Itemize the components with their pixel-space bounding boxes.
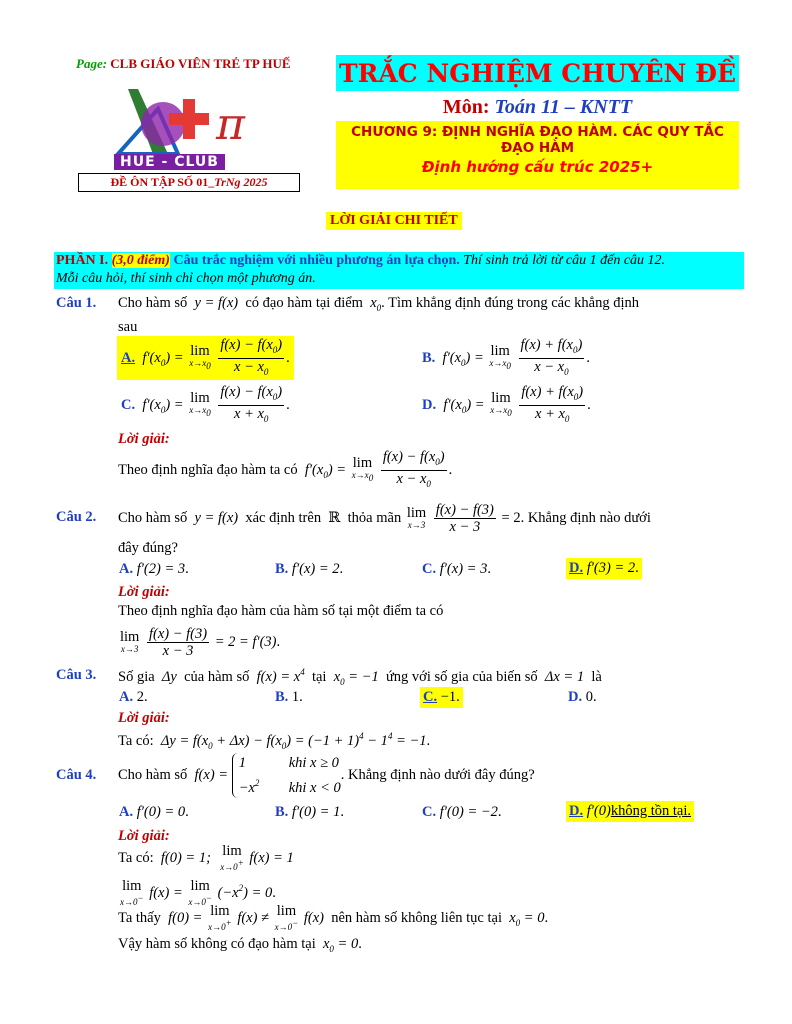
exam-box xyxy=(78,173,300,192)
q4-solution-3-text: Ta thấy xyxy=(118,910,161,926)
q3-text-3: tại xyxy=(311,668,327,685)
q2-text-3: thỏa mãn xyxy=(347,510,402,526)
page-label xyxy=(76,56,291,72)
q3-option-b-letter: B. xyxy=(275,689,289,705)
q4-solution-2: lim x→0− f(x) = lim x→0− $(-x^2) = 0$. xyxy=(120,877,276,907)
q3-text-5: là xyxy=(591,668,602,685)
q4-option-a[interactable]: A. f′(0) = 0. xyxy=(119,804,189,820)
q4-option-c-letter: C. xyxy=(422,804,437,820)
q3-option-b-value: 1 xyxy=(291,689,300,705)
orientation: Định hướng cấu trúc 2025+ xyxy=(421,158,654,176)
q3-solution-text: Ta có: xyxy=(118,732,154,749)
q3-option-a-value: 2 xyxy=(136,689,144,705)
q3-option-d-value: 0 xyxy=(585,689,593,705)
exam-author: TrNg 2025 xyxy=(214,175,268,189)
q4-option-b-letter: B. xyxy=(275,804,289,820)
logo-text: HUE - CLUB xyxy=(114,154,225,170)
q3-text-2: của hàm số xyxy=(184,668,250,685)
q2-text-2: xác định trên xyxy=(245,510,322,526)
q1-option-c-letter: C. xyxy=(121,397,136,413)
q1-x0: $x_0$ xyxy=(366,295,382,313)
q1-text-1: Cho hàm số xyxy=(118,295,188,311)
q1-option-c[interactable]: C. $f'(x_0) = \lim$ $x\to x_0$ $\frac{f(x) - f(x_0)}{x + x_0}$ . xyxy=(121,384,290,425)
subject-name: Toán 11 – KNTT xyxy=(494,96,633,118)
q4-option-c[interactable]: C. f′(0) = −2. xyxy=(422,804,502,820)
q4-solution-1: Ta có: f(0) = 1; lim x→0+ f(x) = 1 xyxy=(118,842,294,872)
q3-option-c[interactable]: C. −1. xyxy=(420,687,463,708)
q1-text-2: có đạo hàm tại điểm xyxy=(245,295,363,311)
q1-stem xyxy=(118,295,639,313)
q3-solution: Ta có: $\Delta y = f(x_0 + \Delta x) - f(x_0) = (-1 + 1)^4 - 1^4 = -1$. xyxy=(118,731,431,751)
q1-option-b-letter: B. xyxy=(422,350,436,366)
q1-option-a-letter: A. xyxy=(121,350,136,366)
q2-option-c-letter: C. xyxy=(422,561,437,577)
part1-title: Câu trắc nghiệm với nhiều phương án lựa chọn. xyxy=(173,253,460,268)
q1-func: y = f(x) xyxy=(190,295,242,311)
q2-option-a-letter: A. xyxy=(119,561,134,577)
q1-solution: Theo định nghĩa đạo hàm ta có $f'(x_0) = \lim$ $x\to x_0$ $\frac{f(x) - f(x_0)}{x - x_0}$ . xyxy=(118,449,453,490)
q2-solution-text: Theo định nghĩa đạo hàm của hàm số tại một điểm ta có xyxy=(118,603,444,619)
q2-option-a[interactable]: A. f′(2) = 3. xyxy=(119,561,189,577)
q2-text-4: . Khẳng định nào dưới xyxy=(520,510,651,526)
q4-solution-3: Ta thấy f(0) = lim x→0+ f(x) ≠ lim x→0− f(x) nên hàm số không liên tục tại $x_0 = 0$. xyxy=(118,902,549,932)
subject-label: Môn: xyxy=(442,96,490,118)
q1-option-d[interactable]: D. $f'(x_0) = \lim$ $x\to x_0$ $\frac{f(x) + f(x_0)}{x + x_0}$ . xyxy=(422,384,591,425)
q4-option-d-text: không tồn tại. xyxy=(610,803,691,819)
q4-piece-1: khi x ≥ 0 xyxy=(288,755,339,772)
q4-option-d-letter: D. xyxy=(569,803,584,819)
part1-label: PHẦN I. xyxy=(56,253,109,268)
chapter-line-1: CHƯƠNG 9: ĐỊNH NGHĨA ĐẠO HÀM. CÁC QUY TẮC xyxy=(351,124,724,140)
q4-option-b[interactable]: B. f′(0) = 1. xyxy=(275,804,344,820)
q3-solution-label: Lời giải: xyxy=(118,710,170,726)
part1-points: (3,0 điểm) xyxy=(111,253,170,268)
q1-text-3: . Tìm khẳng định đúng trong các khẳng định xyxy=(381,295,640,311)
subject-line xyxy=(336,96,739,119)
q3-option-d-letter: D. xyxy=(568,689,583,705)
main-title: TRẮC NGHIỆM CHUYÊN ĐỀ xyxy=(338,59,736,88)
q2-option-b-letter: B. xyxy=(275,561,289,577)
chapter-line-2: ĐẠO HÀM xyxy=(500,140,575,156)
q3-text-4: ứng với số gia của biến số xyxy=(385,668,538,685)
q2-solution-label: Lời giải: xyxy=(118,584,170,600)
solution-heading: LỜI GIẢI CHI TIẾT xyxy=(326,212,462,230)
q3-option-d[interactable]: D. 0. xyxy=(568,689,597,705)
q4-text-2: . Khẳng định nào dưới đây đúng? xyxy=(340,767,535,783)
q3-option-b[interactable]: B. 1. xyxy=(275,689,303,705)
q2-option-c[interactable]: C. f′(x) = 3. xyxy=(422,561,491,577)
q1-option-a[interactable]: A. $f'(x_0) = \lim$ $x\to x_0$ $\frac{f(x) - f(x_0)}{x - x_0}$ . xyxy=(117,336,294,380)
q3-option-c-letter: C. xyxy=(423,689,438,705)
q3-option-a[interactable]: A. 2. xyxy=(119,689,148,705)
q4-label: Câu 4. xyxy=(56,767,97,783)
q1-label: Câu 1. xyxy=(56,295,97,311)
q3-stem: Số gia Δy của hàm số $f(x) = x^4$ tại $x_0 = -1$ ứng với số gia của biến số Δx = 1 là xyxy=(118,667,602,687)
q3-option-a-letter: A. xyxy=(119,689,134,705)
q2-text-1: Cho hàm số xyxy=(118,510,188,526)
q2-stem: Cho hàm số y = f(x) xác định trên ℝ thỏa mãn lim x→3 $\frac{f(x) - f(3)}{x - 3}$ = 2. Khẳng định nào dưới xyxy=(118,502,651,536)
page-name: CLB GIÁO VIÊN TRẺ TP HUẾ xyxy=(110,56,291,71)
q4-solution-1-text: Ta có: xyxy=(118,850,154,866)
q4-solution-label: Lời giải: xyxy=(118,828,170,844)
q3-text-1: Số gia xyxy=(118,668,155,685)
q2-option-d[interactable]: D. f′(3) = 2. xyxy=(566,558,642,579)
q2-option-d-letter: D. xyxy=(569,560,584,576)
q4-option-a-letter: A. xyxy=(119,804,134,820)
exam-label: ĐỀ ÔN TẬP SỐ 01_ xyxy=(110,175,215,189)
q1-option-b[interactable]: B. $f'(x_0) = \lim$ $x\to x_0$ $\frac{f(x) + f(x_0)}{x - x_0}$ . xyxy=(422,337,590,378)
q4-solution-3b-text: nên hàm số không liên tục tại xyxy=(331,910,502,926)
q2-text-5: đây đúng? xyxy=(118,540,178,556)
q4-stem: Cho hàm số f(x) = 1 khi x ≥ 0 $-x^2$ khi x < 0. Khẳng định nào dưới đây đúng? xyxy=(118,755,535,797)
part1-instruction-2: Mỗi câu hỏi, thí sinh chỉ chọn một phương án. xyxy=(56,271,316,286)
q2-label: Câu 2. xyxy=(56,509,97,525)
logo xyxy=(108,74,268,174)
q3-option-c-value: −1 xyxy=(440,689,457,705)
q1-text-4: sau xyxy=(118,319,138,335)
q4-text-1: Cho hàm số xyxy=(118,767,188,783)
q4-option-d[interactable]: D. f′(0)không tồn tại. xyxy=(566,801,694,822)
q1-solution-label: Lời giải: xyxy=(118,431,170,447)
page-label-prefix: Page: xyxy=(76,56,108,71)
q4-solution-4: Vậy hàm số không có đạo hàm tại $x_0 = 0$. xyxy=(118,936,362,954)
q4-piece-2: khi x < 0 xyxy=(288,780,341,797)
q2-option-b[interactable]: B. f′(x) = 2. xyxy=(275,561,344,577)
part1-instruction-1: Thí sinh trả lời từ câu 1 đến câu 12. xyxy=(463,253,666,268)
chapter-box xyxy=(336,121,739,189)
q1-option-d-letter: D. xyxy=(422,397,437,413)
title-box xyxy=(336,55,739,91)
part1-banner xyxy=(54,252,744,289)
q3-label: Câu 3. xyxy=(56,667,97,683)
q4-solution-4-text: Vậy hàm số không có đạo hàm tại xyxy=(118,936,316,952)
q1-solution-text: Theo định nghĩa đạo hàm ta có xyxy=(118,462,298,478)
q2-solution-formula: lim x→3 $\frac{f(x) - f(3)}{x - 3}$ = 2 = f′(3). xyxy=(120,626,281,660)
svg-text:π: π xyxy=(216,99,245,150)
